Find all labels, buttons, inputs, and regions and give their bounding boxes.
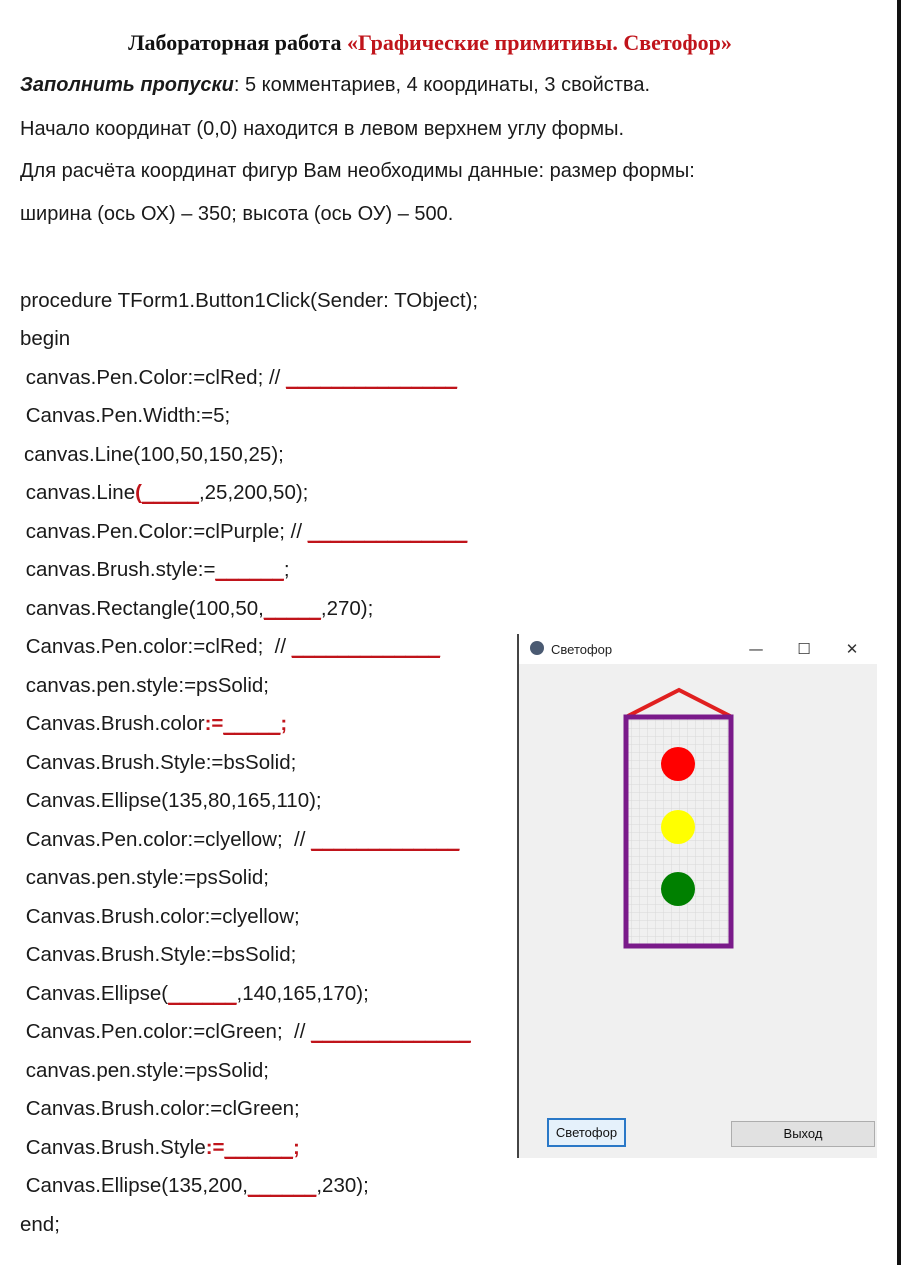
code-line-10: Canvas.Pen.color:=clRed; // _____________ — [20, 635, 440, 658]
task-label: Заполнить пропуски — [20, 74, 234, 96]
blank-comment: _____________ — [291, 635, 440, 658]
blank-coordinate: ______ — [247, 1174, 317, 1197]
code-line-3: canvas.Pen.Color:=clRed; // _______________ — [20, 366, 458, 389]
code-line-1: procedure TForm1.Button1Click(Sender: TObject); — [20, 289, 479, 312]
code-line-5: canvas.Line(100,50,150,25); — [24, 443, 284, 466]
blank-comment: _____________ — [311, 828, 460, 851]
code-line-22: Canvas.Brush.color:=clGreen; — [20, 1097, 300, 1120]
code-line-18: Canvas.Brush.Style:=bsSolid; — [20, 943, 297, 966]
code-line-20: Canvas.Pen.color:=clGreen; // ______________ — [20, 1020, 471, 1043]
blank-coordinate: _____ — [141, 481, 199, 504]
blank-property: ______ — [215, 558, 284, 581]
code-line-24: Canvas.Ellipse(135,200,______,230); — [20, 1174, 369, 1197]
draw-button[interactable]: Светофор — [547, 1118, 626, 1147]
maximize-icon[interactable]: ☐ — [797, 640, 811, 658]
task-line: Заполнить пропуски: 5 комментариев, 4 координаты, 3 свойства. — [20, 74, 650, 96]
traffic-light-canvas — [519, 664, 877, 1158]
yellow-light — [661, 810, 695, 844]
window-titlebar — [519, 634, 877, 664]
blank-property: ______ — [224, 1136, 293, 1159]
code-line-23: Canvas.Brush.Style:=______; — [20, 1136, 300, 1159]
code-line-17: Canvas.Brush.color:=clyellow; — [20, 905, 300, 928]
blank-property: _____ — [223, 712, 281, 735]
code-line-14: Canvas.Ellipse(135,80,165,110); — [20, 789, 322, 812]
code-line-6: canvas.Line(_____,25,200,50); — [20, 481, 309, 504]
code-line-2: begin — [20, 327, 71, 350]
intro-line-4: ширина (ось ОХ) – 350; высота (ось ОУ) – 500. — [20, 203, 454, 225]
intro-line-2: Начало координат (0,0) находится в левом верхнем углу формы. — [20, 118, 625, 140]
code-line-12: Canvas.Brush.color:=_____; — [20, 712, 288, 735]
blank-comment: ______________ — [307, 520, 468, 543]
code-line-19: Canvas.Ellipse(______,140,165,170); — [20, 982, 369, 1005]
close-icon[interactable]: ✕ — [845, 640, 859, 658]
intro-line-3: Для расчёта координат фигур Вам необходимы данные: размер формы: — [20, 160, 695, 182]
code-line-8: canvas.Brush.style:=______; — [20, 558, 290, 581]
window-title: Светофор — [551, 642, 613, 657]
blank-comment: _______________ — [286, 366, 458, 389]
blank-coordinate: ______ — [168, 982, 237, 1005]
exit-button[interactable]: Выход — [731, 1121, 875, 1147]
code-line-25: end; — [20, 1213, 60, 1236]
app-window — [517, 634, 877, 1158]
green-light — [661, 872, 695, 906]
minimize-icon[interactable]: — — [748, 640, 764, 658]
app-icon — [530, 641, 544, 655]
code-line-9: canvas.Rectangle(100,50,_____,270); — [20, 597, 374, 620]
code-line-16: canvas.pen.style:=psSolid; — [20, 866, 269, 889]
code-line-15: Canvas.Pen.color:=clyellow; // _____________ — [20, 828, 460, 851]
code-line-13: Canvas.Brush.Style:=bsSolid; — [20, 751, 297, 774]
code-line-21: canvas.pen.style:=psSolid; — [20, 1059, 269, 1082]
page-edge — [897, 0, 901, 1265]
blank-comment: ______________ — [311, 1020, 471, 1043]
roof-line — [626, 690, 732, 717]
code-line-7: canvas.Pen.Color:=clPurple; // ______________ — [20, 520, 468, 543]
red-light — [661, 747, 695, 781]
blank-coordinate: _____ — [263, 597, 321, 620]
code-line-11: canvas.pen.style:=psSolid; — [20, 674, 269, 697]
page-title: Лабораторная работа «Графические примитивы. Светофор» — [128, 30, 732, 55]
code-line-4: Canvas.Pen.Width:=5; — [20, 404, 231, 427]
